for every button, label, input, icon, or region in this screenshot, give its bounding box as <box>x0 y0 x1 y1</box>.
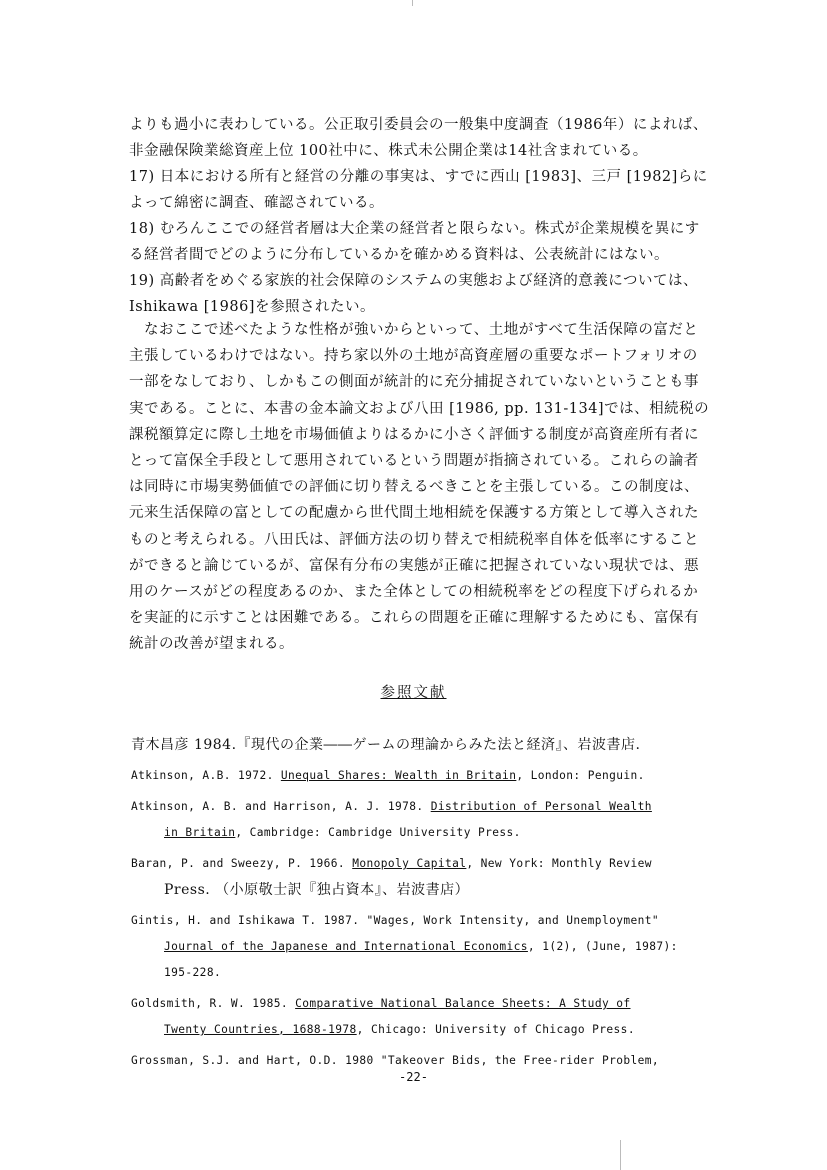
reference-line: 青木昌彦 1984.『現代の企業――ゲームの理論からみた法と経済』、岩波書店. <box>131 737 641 753</box>
reference-entry <box>131 732 731 758</box>
reference-entry <box>131 794 731 846</box>
reference-entry <box>131 763 731 789</box>
reference-title: Journal of the Japanese and International Economics <box>164 940 528 953</box>
reference-title: in Britain <box>164 826 236 839</box>
body-paragraph <box>129 317 729 658</box>
scan-mark <box>412 0 413 6</box>
references-heading: 参照文献 <box>380 685 447 701</box>
footnote-line: 18) むろんここでの経営者層は大企業の経営者と限らない。株式が企業規模を異にす <box>129 221 700 237</box>
reference-line <box>131 851 731 877</box>
reference-line: Press. （小原敬士訳『独占資本』、岩波書店） <box>164 882 470 898</box>
reference-entry <box>131 851 731 903</box>
reference-author-year: Atkinson, A. B. and Harrison, A. J. 1978. <box>131 800 424 813</box>
footnote-line: る経営者間でどのように分布しているかを確かめる資料は、公表統計にはない。 <box>129 247 669 263</box>
reference-author-year: Atkinson, A.B. 1972. <box>131 769 274 782</box>
reference-line <box>131 934 731 960</box>
reference-title: Comparative National Balance Sheets: A Study of <box>295 997 631 1010</box>
footnote-line: 17) 日本における所有と経営の分離の事実は、すでに西山 [1983]、三戸 [1982]らに <box>129 169 708 185</box>
reference-line <box>131 991 731 1017</box>
paragraph-line: ものと考えられる。八田氏は、評価方法の切り替えで相続税率自体を低率にすること <box>129 531 699 548</box>
reference-line <box>131 763 731 789</box>
reference-publisher: , Chicago: University of Chicago Press. <box>356 1023 635 1036</box>
reference-publisher: , London: Penguin. <box>516 769 645 782</box>
paragraph-line: 課税額算定に際し土地を市場価値よりはるかに小さく評価する制度が高資産所有者に <box>129 426 699 443</box>
paragraph-line: は同時に市場実勢価値での評価に切り替えるべきことを主張している。この制度は、 <box>129 479 699 496</box>
reference-title: Unequal Shares: Wealth in Britain <box>280 769 517 782</box>
paragraph-line: を実証的に示すことは困難である。これらの問題を正確に理解するためにも、富保有 <box>129 610 699 627</box>
paragraph-line: 元来生活保障の富としての配慮から世代間土地相続を保護する方策として導入された <box>129 505 699 522</box>
footnote-line: 19) 高齢者をめぐる家族的社会保障のシステムの実態および経済的意義については、 <box>129 273 698 289</box>
reference-publisher: , New York: Monthly Review <box>466 857 652 870</box>
footnote-line: よって綿密に調査、確認されている。 <box>129 195 384 211</box>
footnote-line: Ishikawa [1986]を参照されたい。 <box>129 299 375 315</box>
footnote-line: 非金融保険業総資産上位 100社中に、株式未公開企業は14社含まれている。 <box>129 143 648 159</box>
page-number: -22- <box>399 1070 428 1084</box>
reference-publisher: , Cambridge: Cambridge University Press. <box>235 826 521 839</box>
scan-mark <box>620 1140 621 1170</box>
reference-author-year: Goldsmith, R. W. 1985. <box>131 997 288 1010</box>
paragraph-line: 実である。ことに、本書の金本論文および八田 [1986, pp. 131-134]では、相続税の <box>129 400 710 417</box>
reference-line <box>131 820 731 846</box>
reference-volume: , 1(2), (June, 1987): <box>527 940 678 953</box>
reference-list <box>131 732 731 1079</box>
reference-title: Monopoly Capital <box>352 857 467 870</box>
reference-line: Gintis, H. and Ishikawa T. 1987. "Wages, Work Intensity, and Unemployment" <box>131 914 660 927</box>
paragraph-line: 統計の改善が望まれる。 <box>129 636 294 653</box>
paragraph-line: なおここで述べたような性格が強いからといって、土地がすべて生活保障の富だと <box>144 322 699 338</box>
footnotes <box>129 112 729 320</box>
reference-author-year: Baran, P. and Sweezy, P. 1966. <box>131 857 346 870</box>
reference-line <box>131 794 731 820</box>
reference-line: 195-228. <box>164 966 222 979</box>
reference-title: Twenty Countries, 1688-1978 <box>164 1023 357 1036</box>
reference-line <box>131 1017 731 1043</box>
paragraph-line: とって富保全手段として悪用されているという問題が指摘されている。これらの論者 <box>129 453 699 470</box>
paragraph-line: 用のケースがどの程度あるのか、また全体としての相続税率をどの程度下げられるか <box>129 584 699 601</box>
reference-title: Distribution of Personal Wealth <box>430 800 652 813</box>
paragraph-line: 一部をなしており、しかもこの側面が統計的に充分捕捉されていないということも事 <box>129 374 699 391</box>
paragraph-line: ができると論じているが、富保有分布の実態が正確に把握されていない現状では、悪 <box>129 557 699 574</box>
footnote-line: よりも過小に表わしている。公正取引委員会の一般集中度調査（1986年）によれば、 <box>129 117 708 133</box>
reference-entry <box>131 991 731 1043</box>
paragraph-line: 主張しているわけではない。持ち家以外の土地が高資産層の重要なポートフォリオの <box>129 348 698 365</box>
reference-entry <box>131 908 731 986</box>
reference-line: Grossman, S.J. and Hart, O.D. 1980 "Takeover Bids, the Free-rider Problem, <box>131 1054 660 1067</box>
